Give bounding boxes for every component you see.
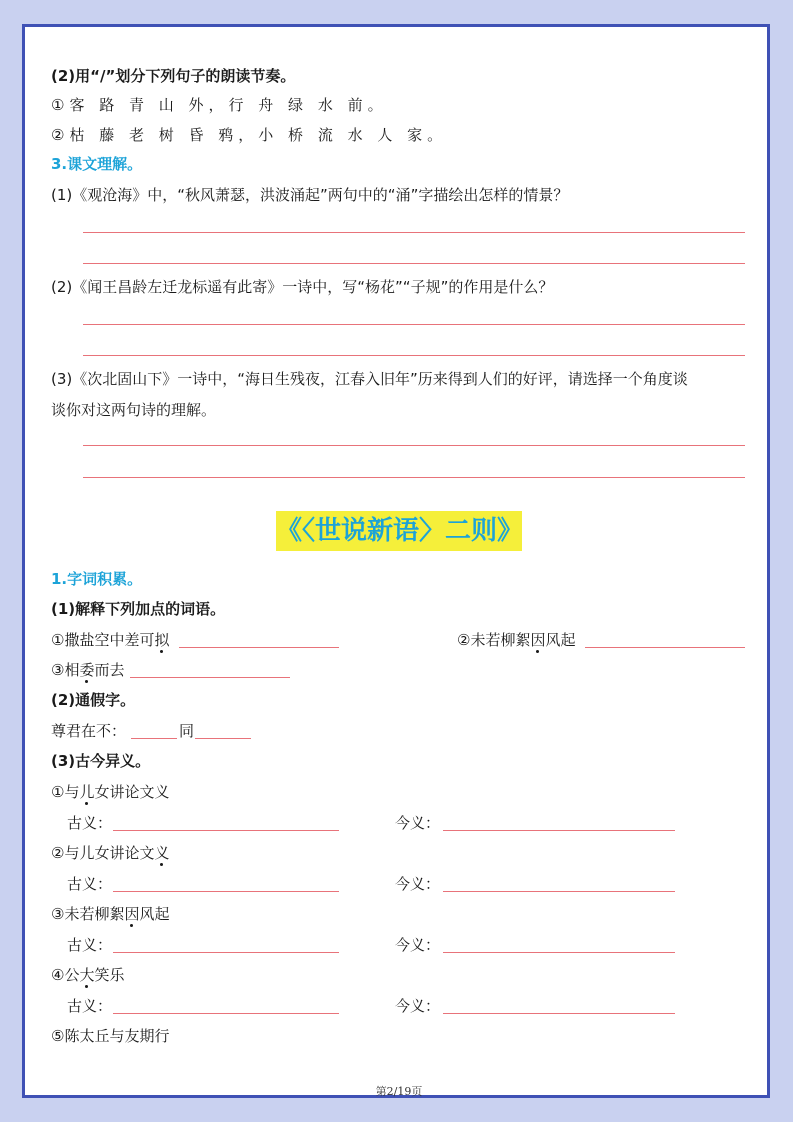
- answer-blank[interactable]: [585, 647, 745, 648]
- answer-blank[interactable]: [113, 830, 339, 831]
- page-number: 第2/19页: [375, 1085, 423, 1098]
- modern-meaning-label: 今义：: [395, 936, 441, 954]
- ancient-meaning-label: 古义：: [67, 814, 113, 832]
- answer-blank[interactable]: [113, 1013, 339, 1014]
- dotted-char: 大: [79, 966, 95, 984]
- answer-blank[interactable]: [179, 647, 339, 648]
- worksheet-page: [22, 24, 770, 1098]
- answer-line[interactable]: [83, 355, 745, 356]
- dotted-char: 拟: [154, 631, 170, 649]
- dotted-char: 义: [154, 844, 170, 862]
- answer-line[interactable]: [83, 445, 745, 446]
- answer-line[interactable]: [83, 263, 745, 264]
- lesson-title: 《〈世说新语〉二则》: [276, 516, 524, 546]
- gujin-item-4: ④公大笑乐: [51, 966, 125, 984]
- ancient-meaning-label: 古义：: [67, 875, 113, 893]
- vocab-sub-explain: (1)解释下列加点的词语。: [51, 600, 226, 618]
- vocab-item-1: ①撒盐空中差可拟: [51, 631, 170, 649]
- ancient-meaning-label: 古义：: [67, 997, 113, 1015]
- answer-line[interactable]: [83, 232, 745, 233]
- section-3-heading: 3.课文理解。: [51, 155, 143, 173]
- answer-blank[interactable]: [131, 738, 177, 739]
- comprehension-question-1: (1)《观沧海》中，“秋风萧瑟，洪波涌起”两句中的“涌”字描绘出怎样的情景？: [51, 186, 569, 204]
- gujin-item-2: ②与儿女讲论文义: [51, 844, 170, 862]
- tongjia-prefix: 尊君在不：: [51, 722, 127, 740]
- answer-blank[interactable]: [113, 891, 339, 892]
- modern-meaning-label: 今义：: [395, 814, 441, 832]
- answer-blank[interactable]: [443, 1013, 675, 1014]
- ancient-meaning-label: 古义：: [67, 936, 113, 954]
- comprehension-question-3: (3)《次北固山下》一诗中，“海日生残夜，江春入旧年”历来得到人们的好评，请选择一个角度谈: [51, 370, 688, 388]
- vocab-sub-gujin: (3)古今异义。: [51, 752, 151, 770]
- vocab-item-2: ②未若柳絮因风起: [457, 631, 576, 649]
- comprehension-question-3-cont: 谈你对这两句诗的理解。: [51, 401, 217, 419]
- vocab-sub-tongjia: (2)通假字。: [51, 691, 136, 709]
- comprehension-question-2: (2)《闻王昌龄左迁龙标遥有此寄》一诗中，写“杨花”“子规”的作用是什么？: [51, 278, 554, 296]
- tongjia-same: 同: [179, 722, 195, 740]
- rhythm-line-2: ②枯 藤 老 树 昏 鸦，小 桥 流 水 人 家。: [51, 126, 448, 144]
- answer-blank[interactable]: [130, 677, 290, 678]
- gujin-item-5: ⑤陈太丘与友期行: [51, 1027, 170, 1045]
- gujin-item-1: ①与儿女讲论文义: [51, 783, 170, 801]
- gujin-item-3: ③未若柳絮因风起: [51, 905, 170, 923]
- question-2-heading: (2)用“/”划分下列句子的朗读节奏。: [51, 67, 296, 85]
- answer-blank[interactable]: [113, 952, 339, 953]
- vocab-heading: 1.字词积累。: [51, 570, 143, 588]
- answer-line[interactable]: [83, 324, 745, 325]
- answer-blank[interactable]: [443, 830, 675, 831]
- modern-meaning-label: 今义：: [395, 997, 441, 1015]
- dotted-char: 因: [530, 631, 546, 649]
- vocab-item-3: ③相委而去: [51, 661, 125, 679]
- dotted-char: 儿: [79, 783, 95, 801]
- dotted-char: 委: [79, 661, 95, 679]
- answer-blank[interactable]: [195, 738, 251, 739]
- answer-blank[interactable]: [443, 952, 675, 953]
- rhythm-line-1: ①客 路 青 山 外，行 舟 绿 水 前。: [51, 96, 388, 114]
- dotted-char: 因: [124, 905, 140, 923]
- modern-meaning-label: 今义：: [395, 875, 441, 893]
- answer-blank[interactable]: [443, 891, 675, 892]
- lesson-title-banner: [276, 511, 522, 551]
- answer-line[interactable]: [83, 477, 745, 478]
